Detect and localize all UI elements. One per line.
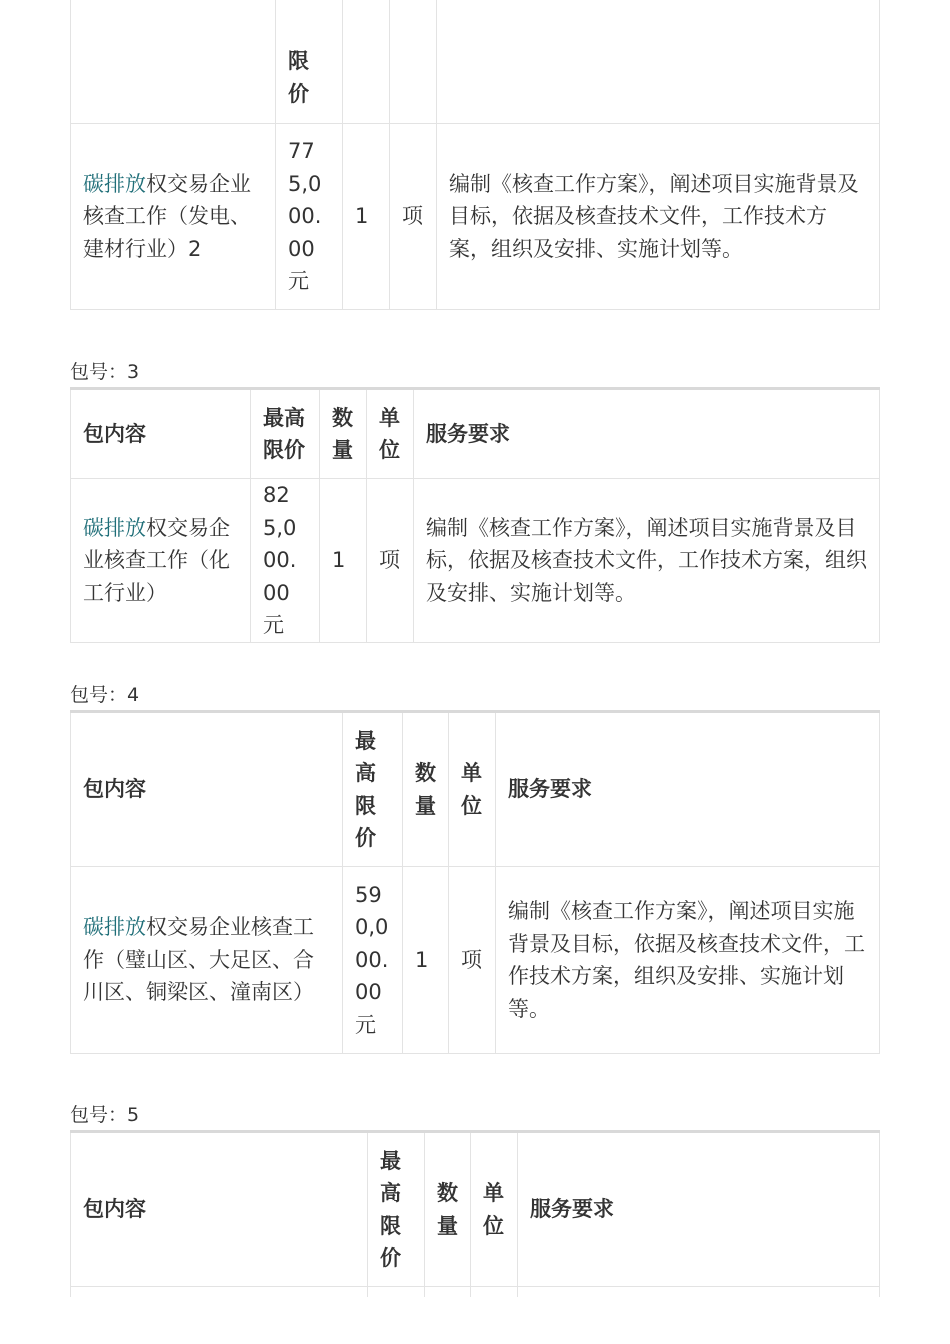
header-qty: 数量 <box>320 389 367 479</box>
cell-qty: 1 <box>320 479 367 643</box>
package-4-label: 包号：4 <box>70 684 140 706</box>
cell-unit: 项 <box>390 124 437 310</box>
cell-content: 碳排放权交易企业核查工作（璧山区、大足区、合川区、铜梁区、潼南区） <box>71 867 343 1054</box>
package-4-table-wrap <box>70 710 880 1054</box>
package-3-table <box>70 387 880 643</box>
cell-content: 碳排放权交易企业核查工作（化工行业） <box>71 479 251 643</box>
package-2-table-fragment <box>70 0 880 310</box>
keyword-link[interactable]: 碳排放 <box>83 915 146 940</box>
header-content: 包内容 <box>71 389 251 479</box>
package-3-table-wrap <box>70 387 880 643</box>
header-unit: 单位 <box>471 1132 518 1287</box>
keyword-link[interactable]: 碳排放 <box>83 515 146 540</box>
header-price: 最高限价 <box>368 1132 425 1287</box>
table-header-row <box>71 1132 880 1287</box>
package-5-table <box>70 1130 880 1297</box>
header-unit: 单位 <box>449 712 496 867</box>
header-requirement: 服务要求 <box>496 712 880 867</box>
cell-requirement: 编制《核查工作方案》，阐述项目实施背景及目标，依据及核查技术文件，工作技术方案，组织及安排、实施计划等。 <box>437 124 880 310</box>
cell-qty: 1 <box>403 867 449 1054</box>
package-3-label: 包号：3 <box>70 361 140 383</box>
cell-price: 825,000.00元 <box>251 479 320 643</box>
cell-requirement: 编制《核查工作方案》，阐述项目实施背景及目标，依据及核查技术文件，工作技术方案，组织及安排、实施计划等。 <box>414 479 880 643</box>
cell-unit: 项 <box>449 867 496 1054</box>
table-header-row <box>71 712 880 867</box>
package-5-label: 包号：5 <box>70 1104 140 1126</box>
cell-price: 590,000.00元 <box>343 867 403 1054</box>
table-header-row <box>71 0 880 124</box>
header-price: 限价 <box>276 0 343 124</box>
header-price: 最高限价 <box>251 389 320 479</box>
table-row <box>71 124 880 310</box>
cell-requirement: 编制《核查工作方案》，阐述项目实施背景及目标，依据及核查技术文件，工作技术方案，组织及安排、实施计划等。 <box>496 867 880 1054</box>
table-header-row <box>71 389 880 479</box>
cell-unit: 项 <box>367 479 414 643</box>
package-4-table <box>70 710 880 1054</box>
cell-content: 碳排放权交易企业核查工作（发电、建材行业）2 <box>71 124 276 310</box>
header-unit: 单位 <box>367 389 414 479</box>
header-qty: 数量 <box>425 1132 471 1287</box>
header-requirement: 服务要求 <box>414 389 880 479</box>
package-5-table-wrap <box>70 1130 880 1297</box>
header-price: 最高限价 <box>343 712 403 867</box>
table-row <box>71 479 880 643</box>
cell-qty: 1 <box>343 124 390 310</box>
header-content: 包内容 <box>71 1132 368 1287</box>
table-row <box>71 867 880 1054</box>
table-row <box>71 1287 880 1298</box>
cell-price: 775,000.00元 <box>276 124 343 310</box>
header-qty: 数量 <box>403 712 449 867</box>
header-content: 包内容 <box>71 712 343 867</box>
package-2-table <box>70 0 880 310</box>
keyword-link[interactable]: 碳排放 <box>83 171 146 196</box>
header-requirement: 服务要求 <box>518 1132 880 1287</box>
